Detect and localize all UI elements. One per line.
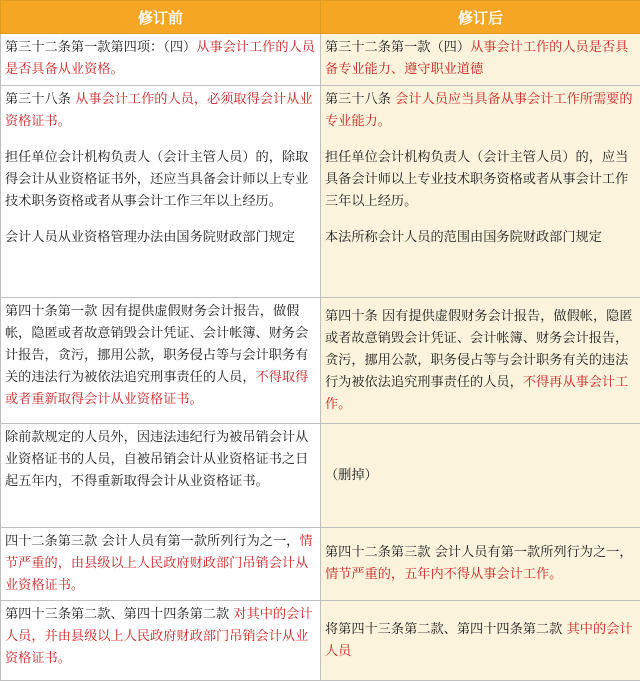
table-row (1, 34, 640, 86)
cell-after (321, 424, 640, 528)
clause-text: （删掉） (325, 468, 378, 483)
emphasized-text: 情节严重的，五年内不得从事会计工作。 (325, 567, 562, 582)
cell-after (321, 86, 640, 298)
paragraph-gap (325, 213, 636, 227)
cell-before (1, 528, 321, 601)
clause-paragraph (325, 89, 636, 133)
cell-after (321, 34, 640, 86)
cell-after (321, 528, 640, 601)
clause-paragraph (5, 147, 316, 213)
clause-paragraph (325, 542, 636, 586)
cell-after (321, 298, 640, 424)
emphasized-text: 从事会计工作的人员，必须取得会计从业资格证书。 (5, 92, 313, 129)
clause-paragraph (325, 147, 636, 213)
clause-text: 将第四十三条第二款、第四十四条第二款 (325, 622, 567, 637)
clause-paragraph (5, 89, 316, 133)
clause-paragraph (5, 37, 316, 81)
clause-paragraph (325, 37, 636, 81)
clause-paragraph (325, 465, 636, 487)
clause-text: 会计人员从业资格管理办法由国务院财政部门规定 (5, 230, 295, 245)
header-row (1, 1, 640, 34)
clause-paragraph (325, 306, 636, 416)
emphasized-text: 会计人员应当具备从事会计工作所需要的专业能力。 (325, 92, 633, 129)
clause-text: 除前款规定的人员外，因违法违纪行为被吊销会计从业资格证书的人员，自被吊销会计从业资格证书之日起五年内，不得重新取得会计从业资格证书。 (5, 430, 308, 489)
paragraph-gap (5, 213, 316, 227)
clause-text: 第三十二条第一款（四） (325, 40, 470, 55)
table-row (1, 298, 640, 424)
clause-paragraph (325, 227, 636, 249)
clause-paragraph (5, 604, 316, 670)
clause-paragraph (325, 619, 636, 663)
header-after: 修订后 (321, 1, 640, 34)
cell-before (1, 86, 321, 298)
emphasized-text: 从事会计工作的人员是否具备从业资格。 (5, 40, 315, 77)
cell-before (1, 34, 321, 86)
clause-text: 担任单位会计机构负责人（会计主管人员）的，除取得会计从业资格证书外，还应当具备会计师以上专业技术职务资格或者从事会计工作三年以上经历。 (5, 150, 308, 209)
emphasized-text: 不得再从事会计工作。 (325, 375, 628, 412)
cell-after (321, 601, 640, 681)
header-before: 修订前 (1, 1, 321, 34)
clause-text: 担任单位会计机构负责人（会计主管人员）的，应当具备会计师以上专业技术职务资格或者从事会计工作三年以上经历。 (325, 150, 628, 209)
clause-text: 第三十二条第一款第四项：（四） (5, 40, 196, 55)
table-row (1, 601, 640, 681)
clause-text: 第四十三条第二款、第四十四条第二款 (5, 607, 233, 622)
cell-before (1, 601, 321, 681)
clause-text: 四十二条第三款 会计人员有第一款所列行为之一， (5, 534, 299, 549)
emphasized-text: 从事会计工作的人员是否具备专业能力、遵守职业道德 (325, 40, 628, 77)
paragraph-gap (5, 133, 316, 147)
emphasized-text: 不得取得或者重新取得会计从业资格证书。 (5, 370, 308, 407)
table-row (1, 86, 640, 298)
clause-paragraph (5, 227, 316, 249)
cell-before (1, 424, 321, 528)
table-row (1, 424, 640, 528)
clause-paragraph (5, 427, 316, 493)
clause-text: 第四十二条第三款 会计人员有第一款所列行为之一， (325, 545, 633, 560)
clause-text: 第四十条第一款 因有提供虚假财务会计报告，做假帐，隐匿或者故意销毁会计凭证、会计帐簿、财务会计报告，贪污，挪用公款，职务侵占等与会计职务有关的违法行为被依法追究刑事责任的人员， (5, 304, 308, 385)
clause-text: 本法所称会计人员的范围由国务院财政部门规定 (325, 230, 602, 245)
paragraph-gap (325, 133, 636, 147)
clause-text: 第三十八条 (5, 92, 75, 107)
clause-paragraph (5, 301, 316, 411)
emphasized-text: 情节严重的，由县级以上人民政府财政部门吊销会计从业资格证书。 (5, 534, 313, 593)
cell-before (1, 298, 321, 424)
table-row (1, 528, 640, 601)
clause-paragraph (5, 531, 316, 597)
clause-text: 第四十条 因有提供虚假财务会计报告，做假帐，隐匿或者故意销毁会计凭证、会计帐簿、财务会计报告，贪污，挪用公款，职务侵占等与会计职务有关的违法行为被依法追究刑事责任的人员， (325, 309, 633, 390)
clause-text: 第三十八条 (325, 92, 395, 107)
emphasized-text: 其中的会计人员 (325, 622, 633, 659)
emphasized-text: 对其中的会计人员，并由县级以上人民政府财政部门吊销会计从业资格证书。 (5, 607, 313, 666)
